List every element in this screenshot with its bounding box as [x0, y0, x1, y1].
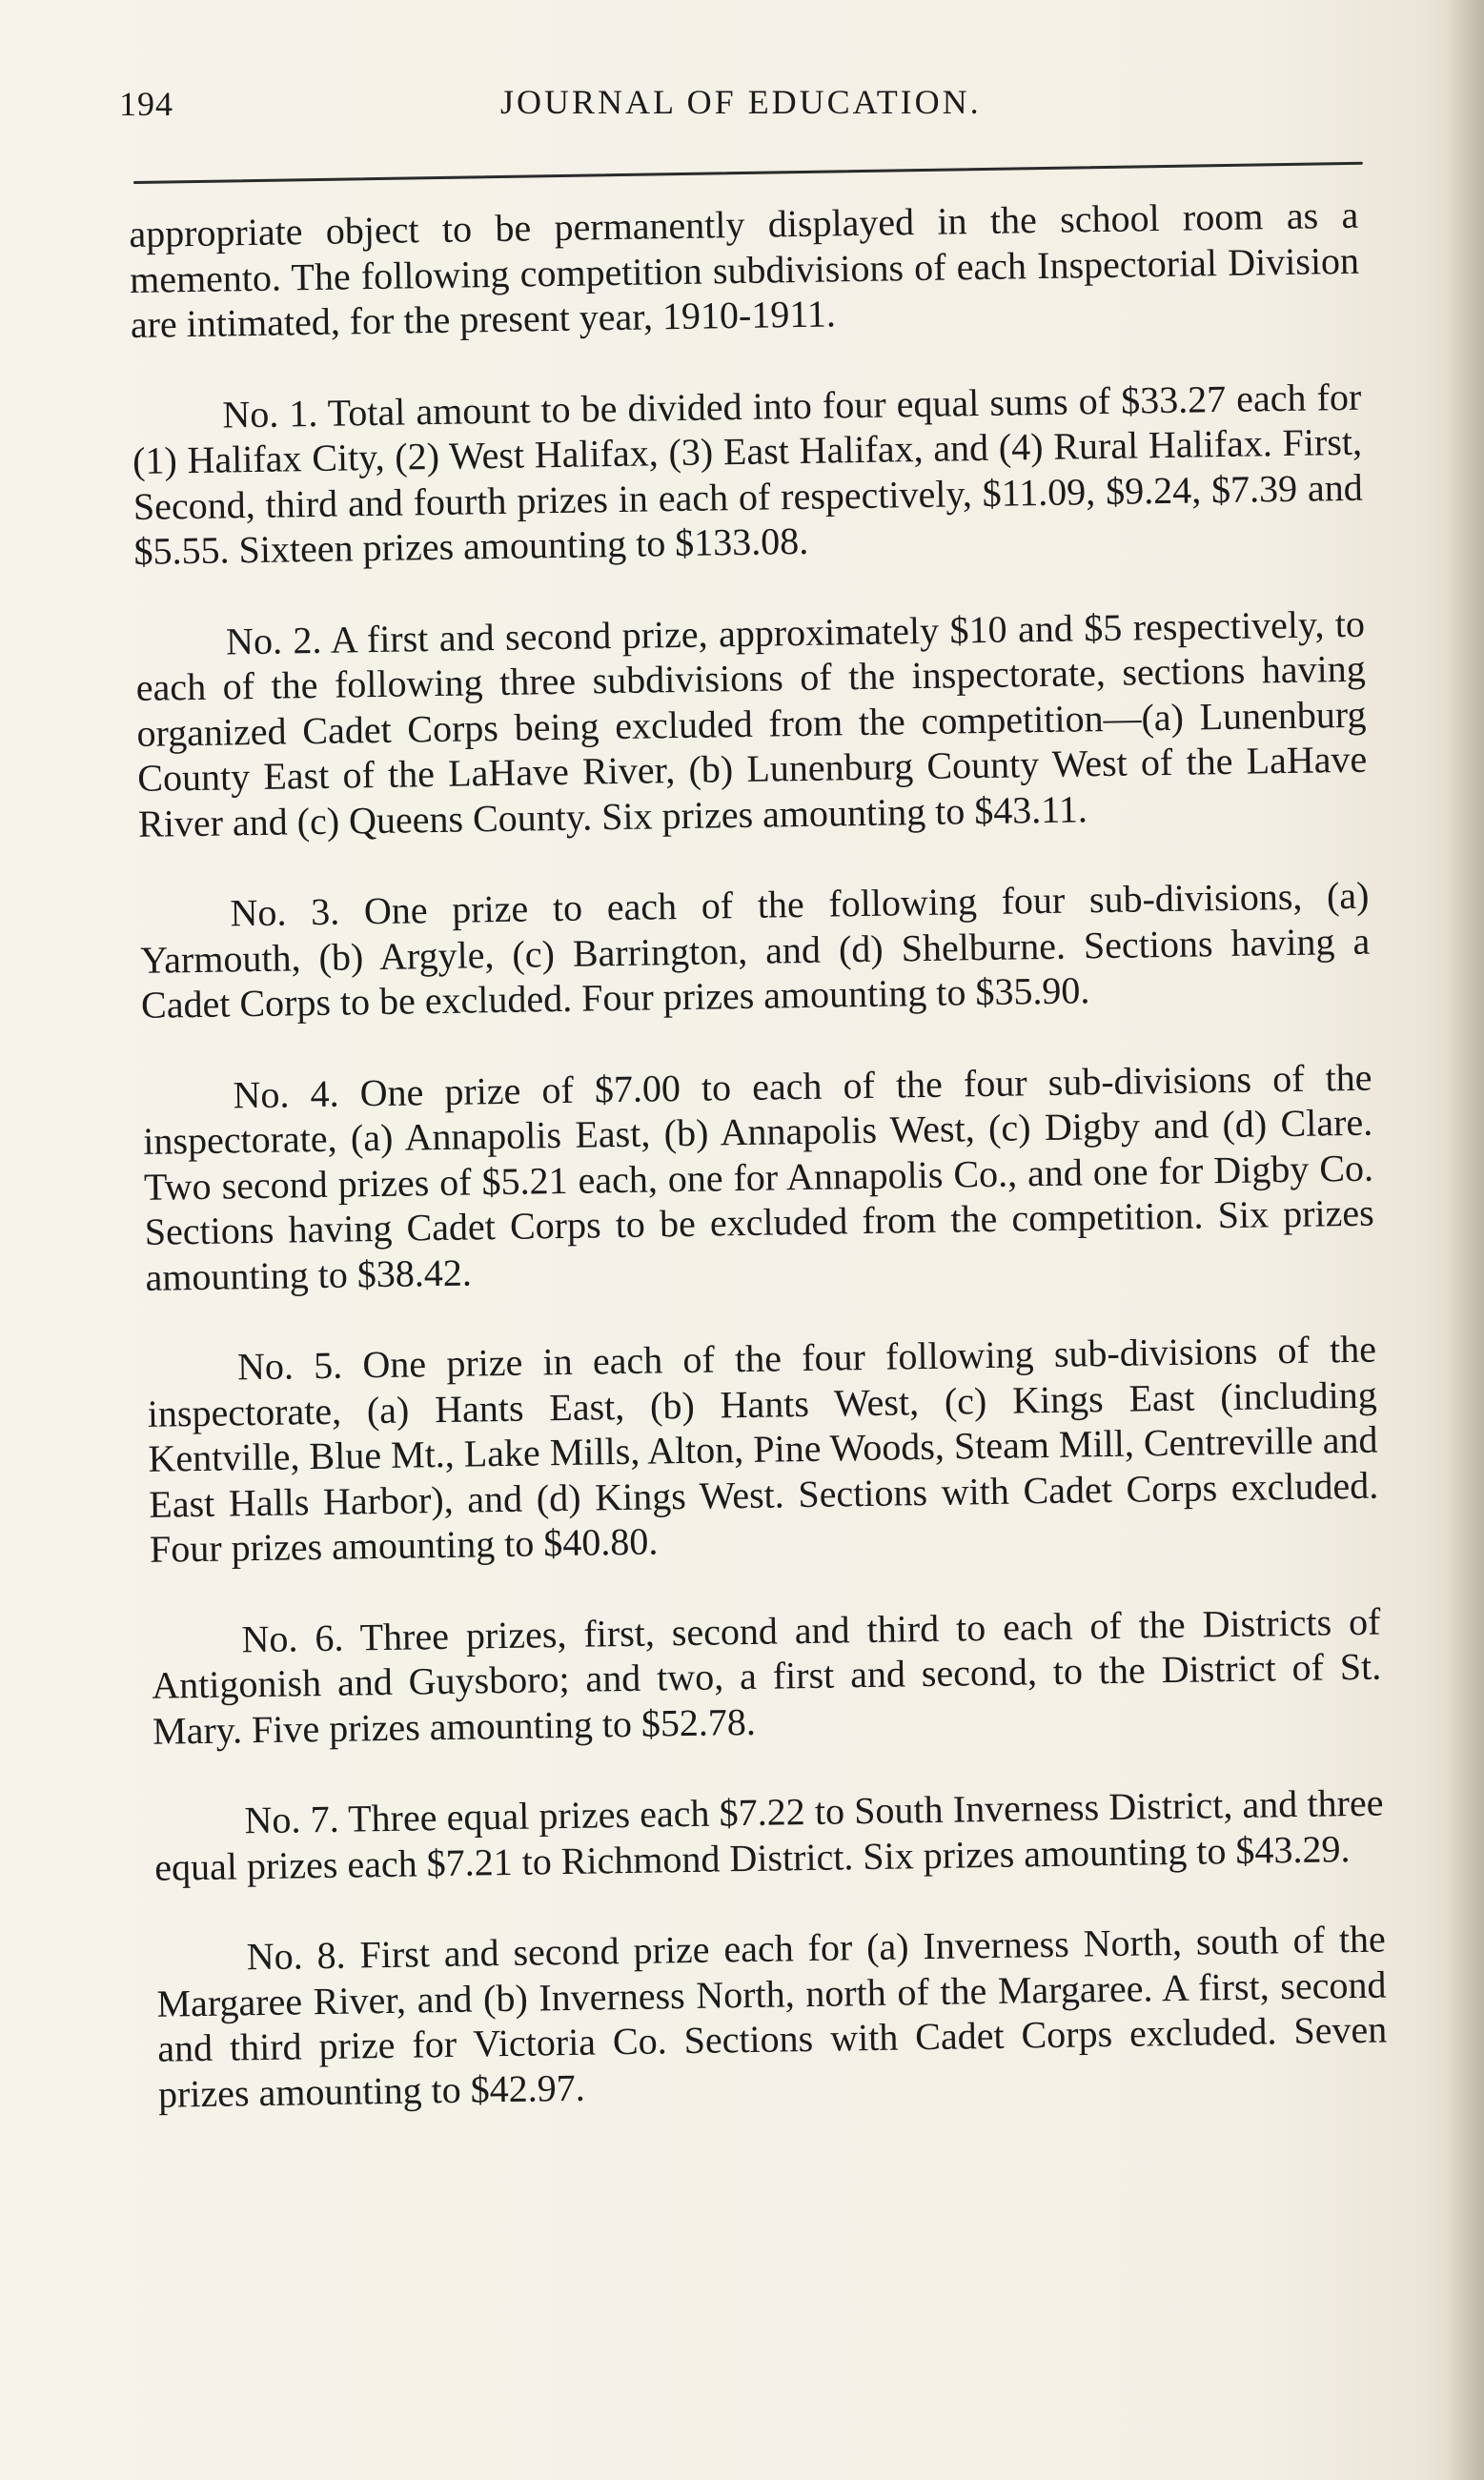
paragraph-no-2: No. 2. A first and second prize, approximately $10 and $5 respectively, to each of the following three subdivisions of the inspectorate, sections having organized Cadet Corps being excluded from the competition—(a) Lunenburg County East of the LaHave River, (b) Lunenburg County West of the LaHave River and (c) Queens County. Six prizes amounting to $43.11.	[135, 601, 1368, 845]
running-title: JOURNAL OF EDUCATION.	[500, 83, 982, 121]
paragraph-no-7: No. 7. Three equal prizes each $7.22 to South Inverness District, and three equal prizes each $7.21 to Richmond District. Six prizes amounting to $43.29.	[153, 1780, 1384, 1889]
body-text	[129, 193, 1388, 2117]
paragraph-no-6: No. 6. Three prizes, first, second and third to each of the Districts of Antigonish and Guysboro; and two, a first and second, to the District of St. Mary. Five prizes amounting to $52.78.	[151, 1599, 1382, 1753]
page-header	[119, 84, 1291, 141]
paragraph-no-4: No. 4. One prize of $7.00 to each of the four sub-divisions of the inspectorate, (a) Annapolis East, (b) Annapolis West, (c) Digby and (d) Clare. Two second prizes of $5.21 each, one for Annapolis Co., and one for Digby Co. Sections having Cadet Corps to be excluded from the competition. Six prizes amounting to $38.42.	[142, 1055, 1375, 1299]
paragraph-no-8: No. 8. First and second prize each for (a) Inverness North, south of the Margaree River, and (b) Inverness North, north of the Margaree. A first, second and third prize for Victoria Co. Sections with Cadet Corps excluded. Seven prizes amounting to $42.97.	[156, 1917, 1388, 2116]
paragraph-no-1: No. 1. Total amount to be divided into four equal sums of $33.27 each for (1) Halifax City, (2) West Halifax, (3) East Halifax, and (4) Rural Halifax. First, Second, third and fourth prizes in each of respectively, $11.09, $9.24, $7.39 and $5.55. Sixteen prizes amounting to $133.08.	[132, 375, 1364, 573]
page-number: 194	[119, 85, 173, 123]
paragraph-no-5: No. 5. One prize in each of the four following sub-divisions of the inspectorate, (a) Hants East, (b) Hants West, (c) Kings East (including Kentville, Blue Mt., Lake Mills, Alton, Pine Woods, Steam Mill, Centreville and East Halls Harbor), and (d) Kings West. Sections with Cadet Corps excluded. Four prizes amounting to $40.80.	[147, 1327, 1379, 1571]
header-rule	[133, 162, 1363, 184]
paragraph-no-3: No. 3. One prize to each of the following four sub-divisions, (a) Yarmouth, (b) Argyle, (c) Barrington, and (d) Shelburne. Sections having a Cadet Corps to be excluded. Four prizes amounting to $35.90.	[139, 873, 1371, 1027]
paragraph-intro: appropriate object to be permanently displayed in the school room as a memento. The following competition subdivisions of each Inspectorial Division are intimated, for the present year, 1910-1911.	[129, 193, 1360, 346]
page-edge-shadow	[1446, 0, 1484, 2480]
